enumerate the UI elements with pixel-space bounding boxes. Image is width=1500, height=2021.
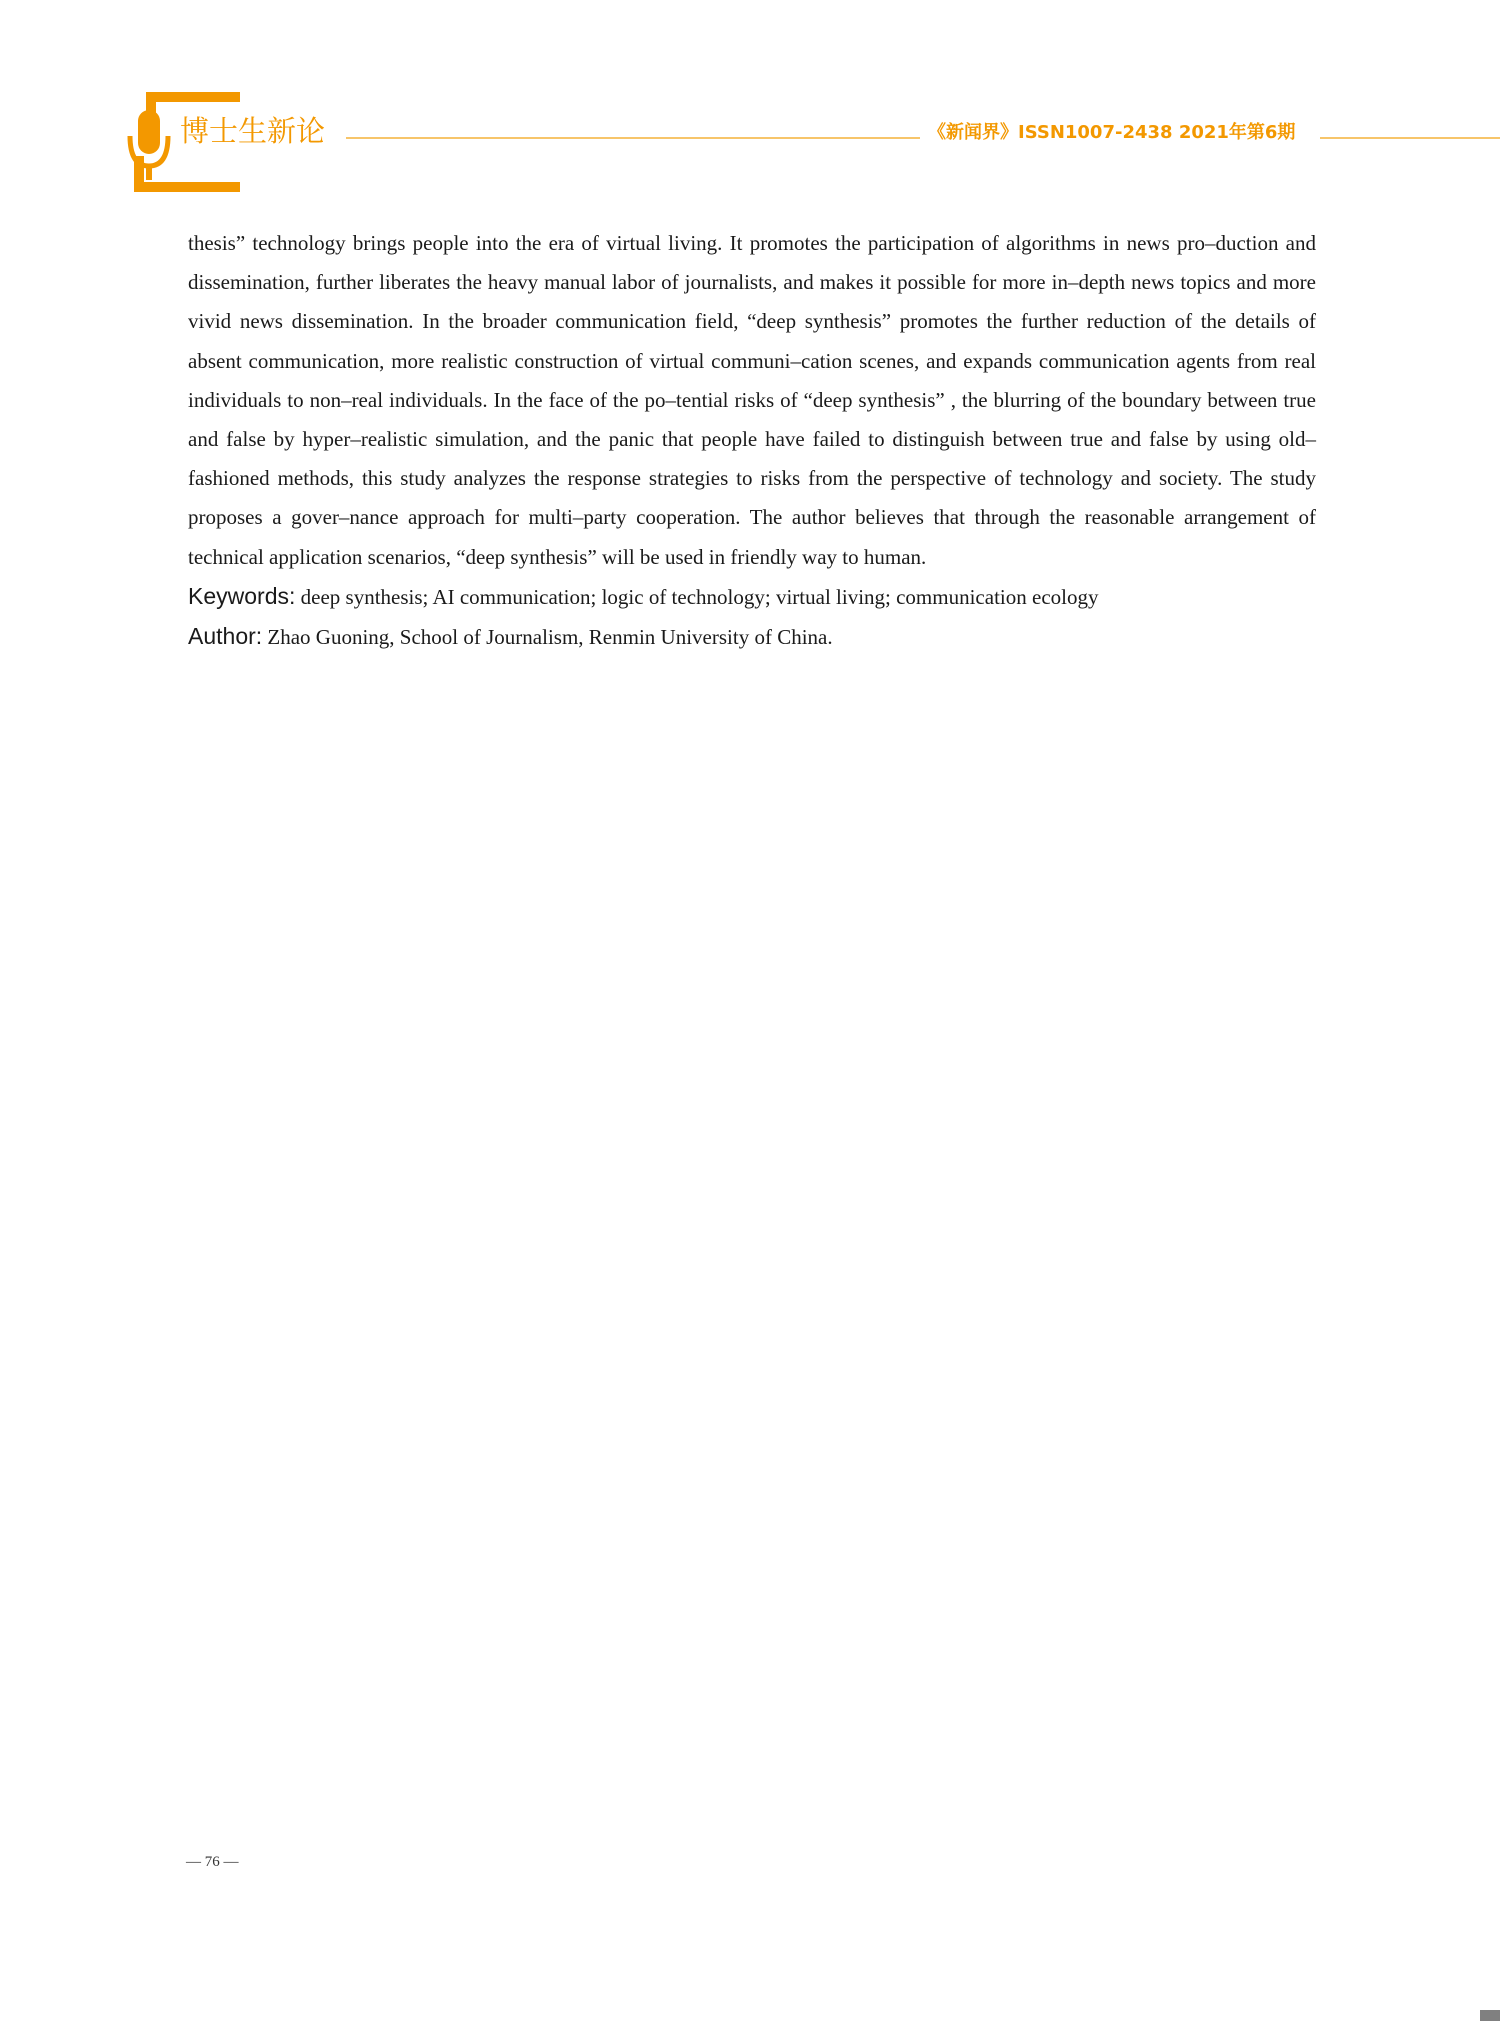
keywords-value: deep synthesis; AI communication; logic of technology; virtual living; communication ecology [300, 584, 1099, 609]
header-rule-right [1320, 137, 1500, 139]
abstract-paragraph: thesis” technology brings people into the era of virtual living. It promotes the participation of algorithms in news pro–duction and dissemination, further liberates the heavy manual labor of journalists, and makes it possible for more in–depth news topics and more vivid news dissemination. In the broader communication field, “deep synthesis” promotes the further reduction of the details of absent communication, more realistic construction of virtual communi–cation scenes, and expands communication agents from real individuals to non–real individuals. In the face of the po–tential risks of “deep synthesis” , the blurring of the boundary between true and false by hyper–realistic simulation, and the panic that people have failed to distinguish between true and false by using old–fashioned methods, this study analyzes the response strategies to risks from the perspective of technology and society. The study proposes a gover–nance approach for multi–party cooperation. The author believes that through the reasonable arrangement of technical application scenarios, “deep synthesis” will be used in friendly way to human. [188, 231, 1316, 569]
keywords-label: Keywords: [188, 582, 296, 609]
author-value: Zhao Guoning, School of Journalism, Renmin University of China. [267, 625, 833, 650]
author-line [188, 617, 1316, 657]
page-header [0, 0, 1500, 200]
corner-mark [1480, 2010, 1500, 2021]
author-label: Author: [188, 623, 263, 650]
journal-info: 《新闻界》ISSN1007-2438 2021年第6期 [928, 122, 1296, 143]
section-title: 博士生新论 [180, 114, 326, 148]
keywords-line [188, 577, 1316, 617]
page-number: — 76 — [186, 1854, 239, 1870]
header-rule-left [346, 137, 920, 139]
article-content [188, 224, 1316, 657]
